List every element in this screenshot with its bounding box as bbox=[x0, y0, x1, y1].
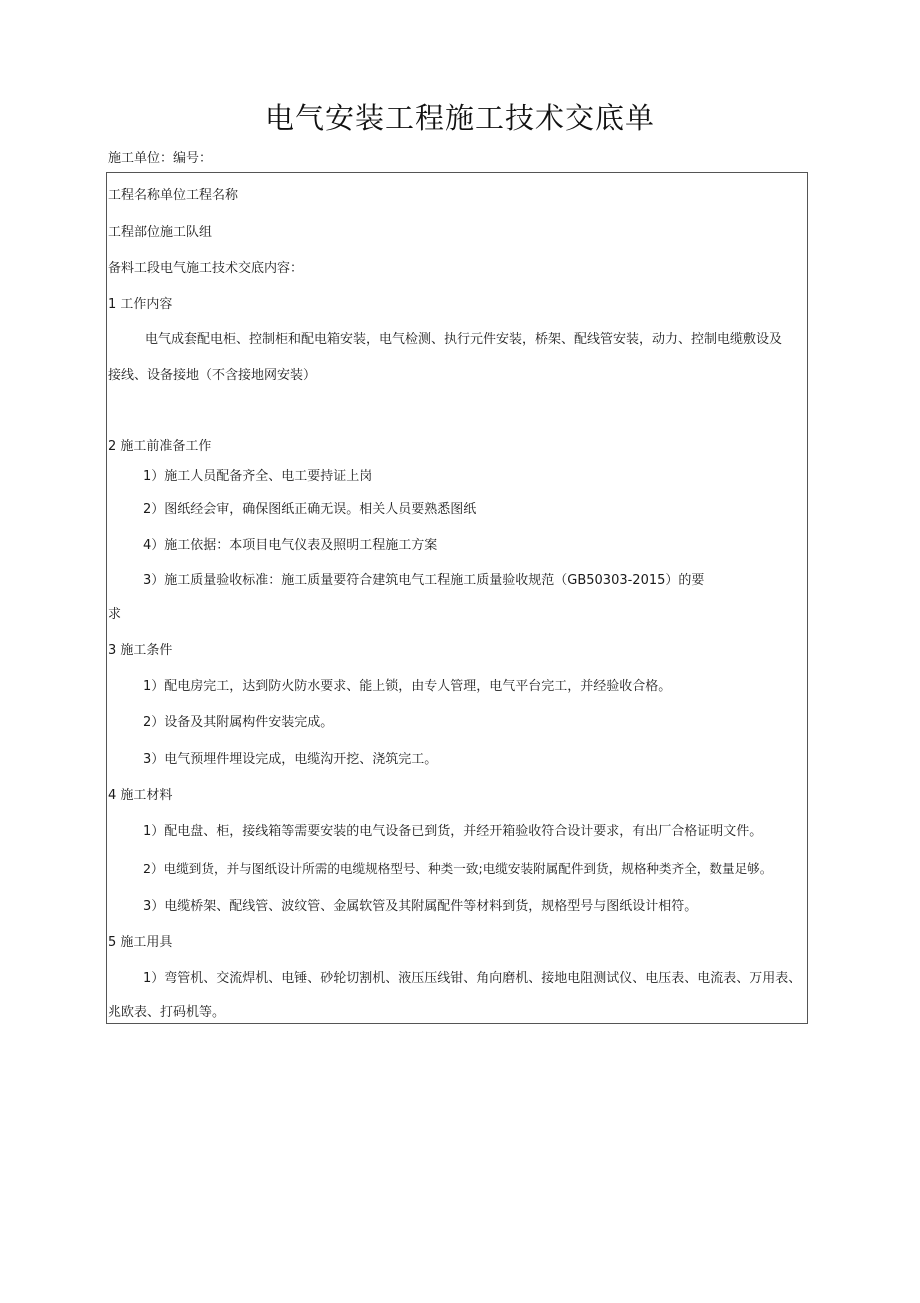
section-3-item-3: 3）电气预埋件埋设完成，电缆沟开挖、浇筑完工。 bbox=[143, 752, 438, 767]
section-2-item-3: 4）施工依据：本项目电气仪表及照明工程施工方案 bbox=[143, 538, 438, 553]
section-4-item-3: 3）电缆桥架、配线管、波纹管、金属软管及其附属配件等材料到货，规格型号与图纸设计相符。 bbox=[143, 899, 698, 914]
section-4-item-1: 1）配电盘、柜，接线箱等需要安装的电气设备已到货，并经开箱验收符合设计要求，有出厂合格证明文件。 bbox=[143, 824, 763, 839]
section-1-heading: 1 工作内容 bbox=[108, 297, 173, 312]
section-2-item-4-line-2: 求 bbox=[108, 607, 122, 622]
section-5-item-1-line-2: 兆欧表、打码机等。 bbox=[108, 1005, 226, 1020]
content-intro: 备料工段电气施工技术交底内容： bbox=[108, 261, 304, 276]
section-4-heading: 4 施工材料 bbox=[108, 788, 173, 803]
section-5-heading: 5 施工用具 bbox=[108, 935, 173, 950]
section-1-paragraph-line-1: 电气成套配电柜、控制柜和配电箱安装，电气检测、执行元件安装，桥架、配线管安装，动力、控制电缆敷设及 bbox=[145, 332, 783, 347]
project-part-row: 工程部位施工队组 bbox=[108, 225, 213, 240]
section-5-item-1-line-1: 1）弯管机、交流焊机、电锤、砂轮切割机、液压压线钳、角向磨机、接地电阻测试仪、电压表、电流表、万用表、 bbox=[143, 971, 802, 986]
construction-unit-line: 施工单位：编号： bbox=[108, 151, 213, 166]
section-4-item-2: 2）电缆到货，并与图纸设计所需的电缆规格型号、种类一致;电缆安装附属配件到货，规格种类齐全，数量足够。 bbox=[143, 861, 773, 876]
section-2-heading: 2 施工前准备工作 bbox=[108, 439, 212, 454]
section-3-item-1: 1）配电房完工，达到防火防水要求、能上锁，由专人管理，电气平台完工，并经验收合格。 bbox=[143, 679, 672, 694]
section-2-item-2: 2）图纸经会审，确保图纸正确无误。相关人员要熟悉图纸 bbox=[143, 502, 477, 517]
project-name-row: 工程名称单位工程名称 bbox=[108, 188, 239, 203]
section-3-heading: 3 施工条件 bbox=[108, 643, 173, 658]
section-2-item-1: 1）施工人员配备齐全、电工要持证上岗 bbox=[143, 469, 373, 484]
document-title: 电气安装工程施工技术交底单 bbox=[264, 101, 655, 135]
section-1-paragraph-line-2: 接线、设备接地（不含接地网安装） bbox=[108, 368, 317, 383]
section-3-item-2: 2）设备及其附属构件安装完成。 bbox=[143, 715, 334, 730]
section-2-item-4-line-1: 3）施工质量验收标准：施工质量要符合建筑电气工程施工质量验收规范（GB50303-2015）的要 bbox=[143, 573, 705, 588]
